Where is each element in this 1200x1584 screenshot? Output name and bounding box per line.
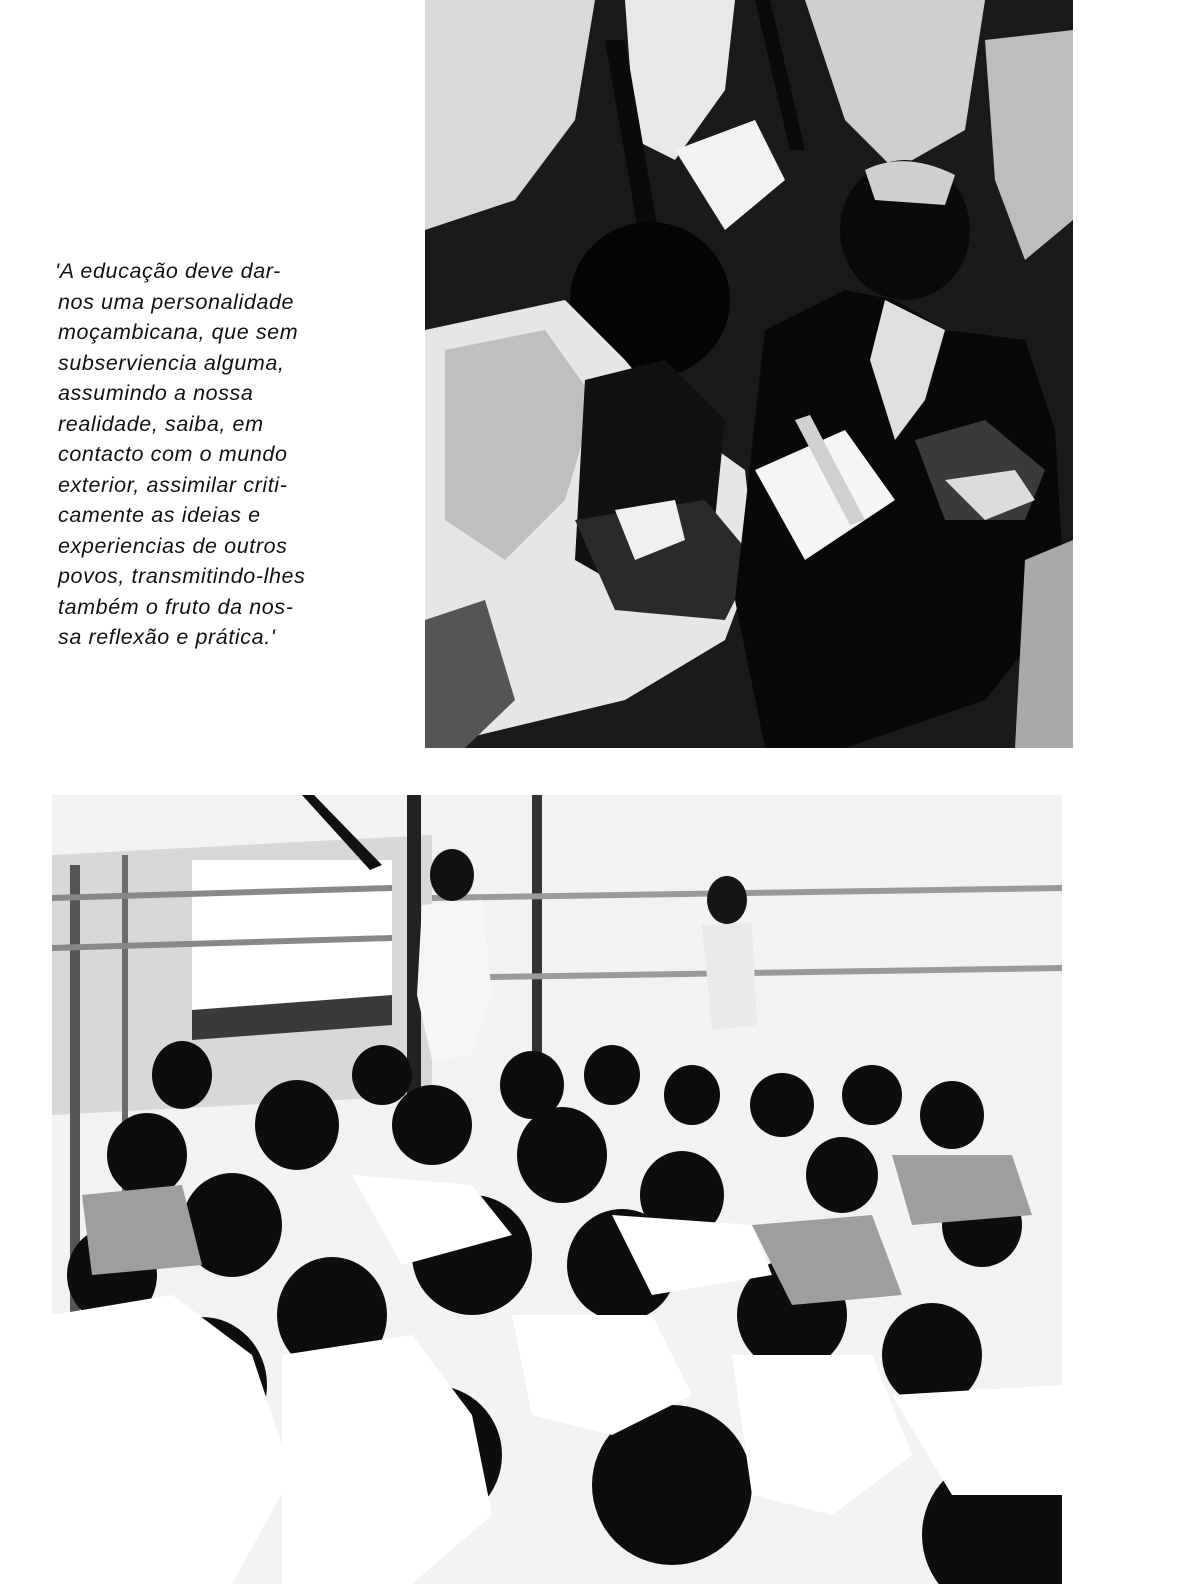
quote-line: realidade, saiba, em [58, 411, 264, 436]
bottom-photo [52, 795, 1062, 1584]
quote-line: assumindo a nossa [58, 381, 254, 405]
top-photo [425, 0, 1073, 748]
quote-line: 'A educação deve dar- [55, 259, 281, 283]
quote-line: também o fruto da nos- [58, 594, 294, 619]
quote-text [55, 256, 388, 653]
quote-line: sa reflexão e prática.' [58, 625, 276, 649]
two-people-writing-photo-image [425, 0, 1073, 748]
quote-line: exterior, assimilar criti- [58, 472, 288, 497]
quote-line: moçambicana, que sem [58, 320, 299, 344]
quote-line: camente as ideias e [58, 503, 261, 527]
quote-line: subserviencia alguma, [58, 350, 285, 375]
quote-line: experiencias de outros [58, 533, 288, 558]
quote-line: nos uma personalidade [58, 289, 295, 314]
outdoor-classroom-photo-image [52, 795, 1062, 1584]
quote-line: povos, transmitindo-lhes [58, 564, 306, 588]
quote-line: contacto com o mundo [58, 442, 288, 466]
